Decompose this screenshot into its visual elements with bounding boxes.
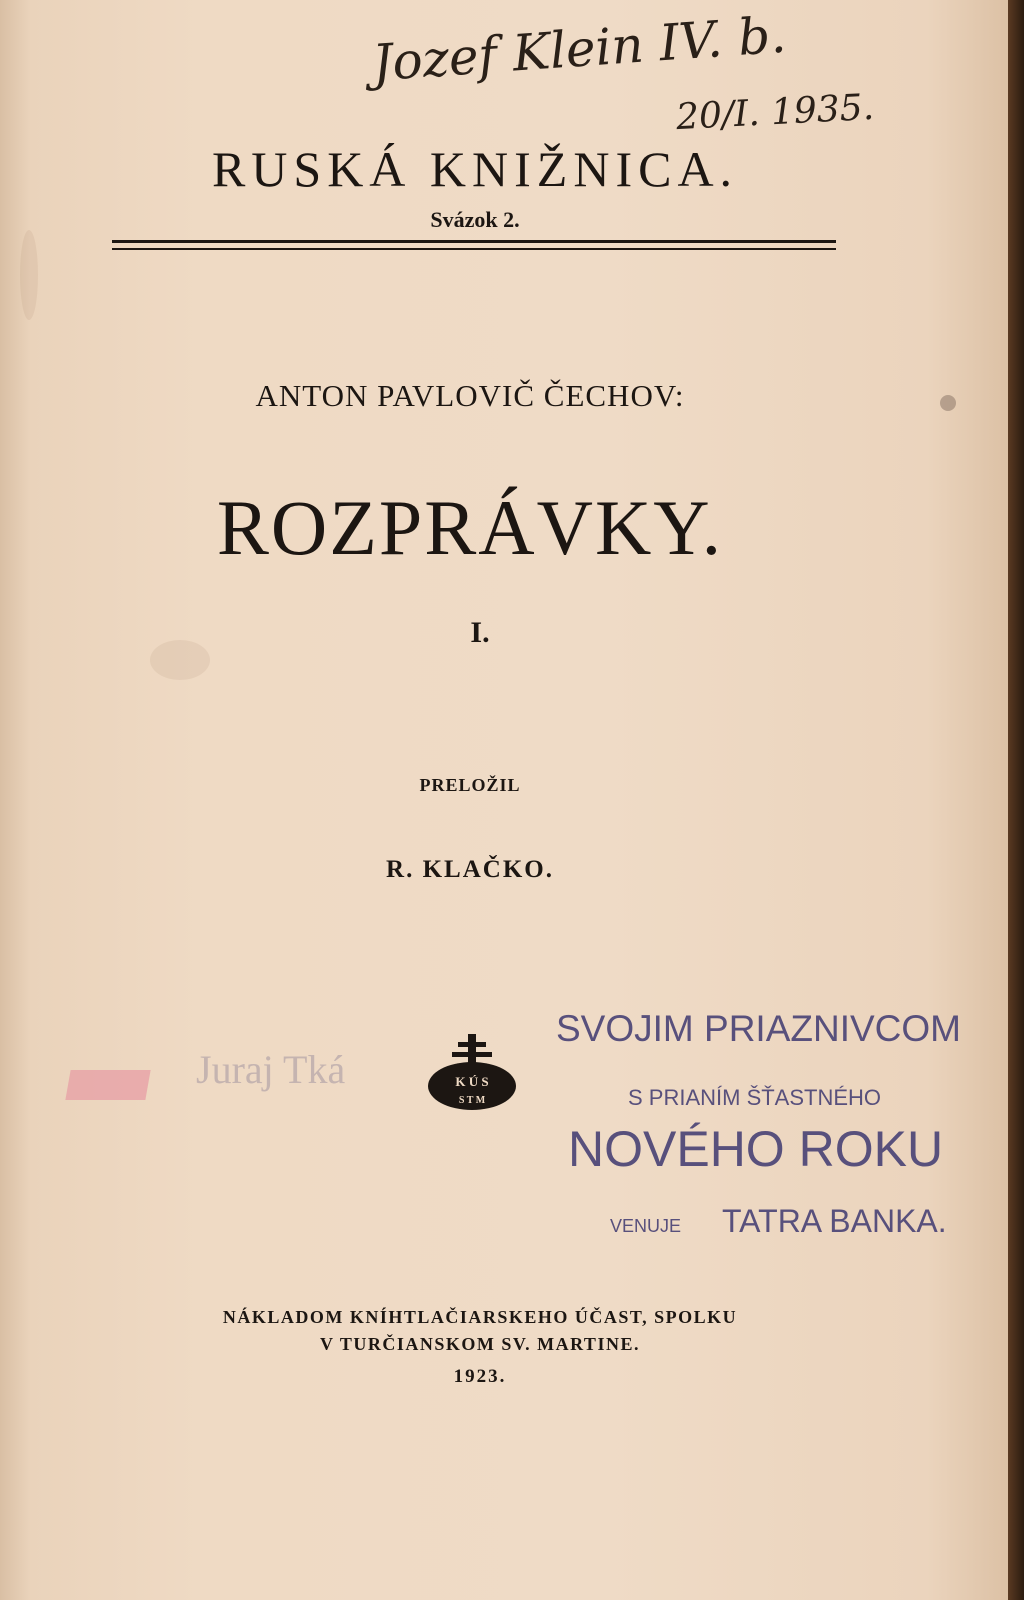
imprint-year: 1923.: [453, 1366, 507, 1387]
imprint-publisher: NÁKLADOM KNÍHTLAČIARSKEHO ÚČAST, SPOLKU: [222, 1307, 738, 1327]
double-rule-bottom: [112, 248, 836, 250]
faded-owner-stamp: Juraj Tká: [196, 1047, 346, 1092]
handwritten-date-note: 20/I. 1935.: [675, 86, 876, 139]
foxing-spot: [940, 395, 956, 411]
author-name: ANTON PAVLOVIČ ČECHOV:: [255, 378, 685, 413]
bank-stamp-bank-name: TATRA BANKA.: [722, 1203, 947, 1239]
double-cross-publisher-emblem-icon: [424, 1030, 520, 1114]
book-spine-edge: [1008, 0, 1024, 1600]
red-ink-mark: [65, 1070, 150, 1100]
series-title: RUSKÁ KNIŽNICA.: [211, 141, 739, 197]
bank-stamp-line2: S PRIANÍM ŠŤASTNÉHO: [628, 1085, 882, 1110]
imprint-place: V TURČIANSKOM SV. MARTINE.: [320, 1334, 640, 1354]
emblem-text-bottom: S T M: [458, 1095, 486, 1106]
bank-stamp-dedication: VENUJE: [610, 1216, 682, 1236]
bank-stamp-line3: NOVÉHO ROKU: [568, 1121, 944, 1177]
part-number: I.: [470, 616, 490, 649]
bank-stamp-line1: SVOJIM PRIAZNIVCOM: [556, 1008, 961, 1049]
book-title: ROZPRÁVKY.: [216, 484, 724, 571]
translator-name: R. KLAČKO.: [386, 856, 554, 883]
handwritten-owner-note: Jozef Klein IV. b.: [370, 5, 788, 93]
translated-by-label: PRELOŽIL: [419, 775, 521, 795]
volume-number: Svázok 2.: [430, 207, 520, 232]
foxing-spot: [20, 230, 38, 320]
emblem-text-top: K Ú S: [455, 1074, 489, 1089]
double-rule-top: [112, 240, 836, 243]
